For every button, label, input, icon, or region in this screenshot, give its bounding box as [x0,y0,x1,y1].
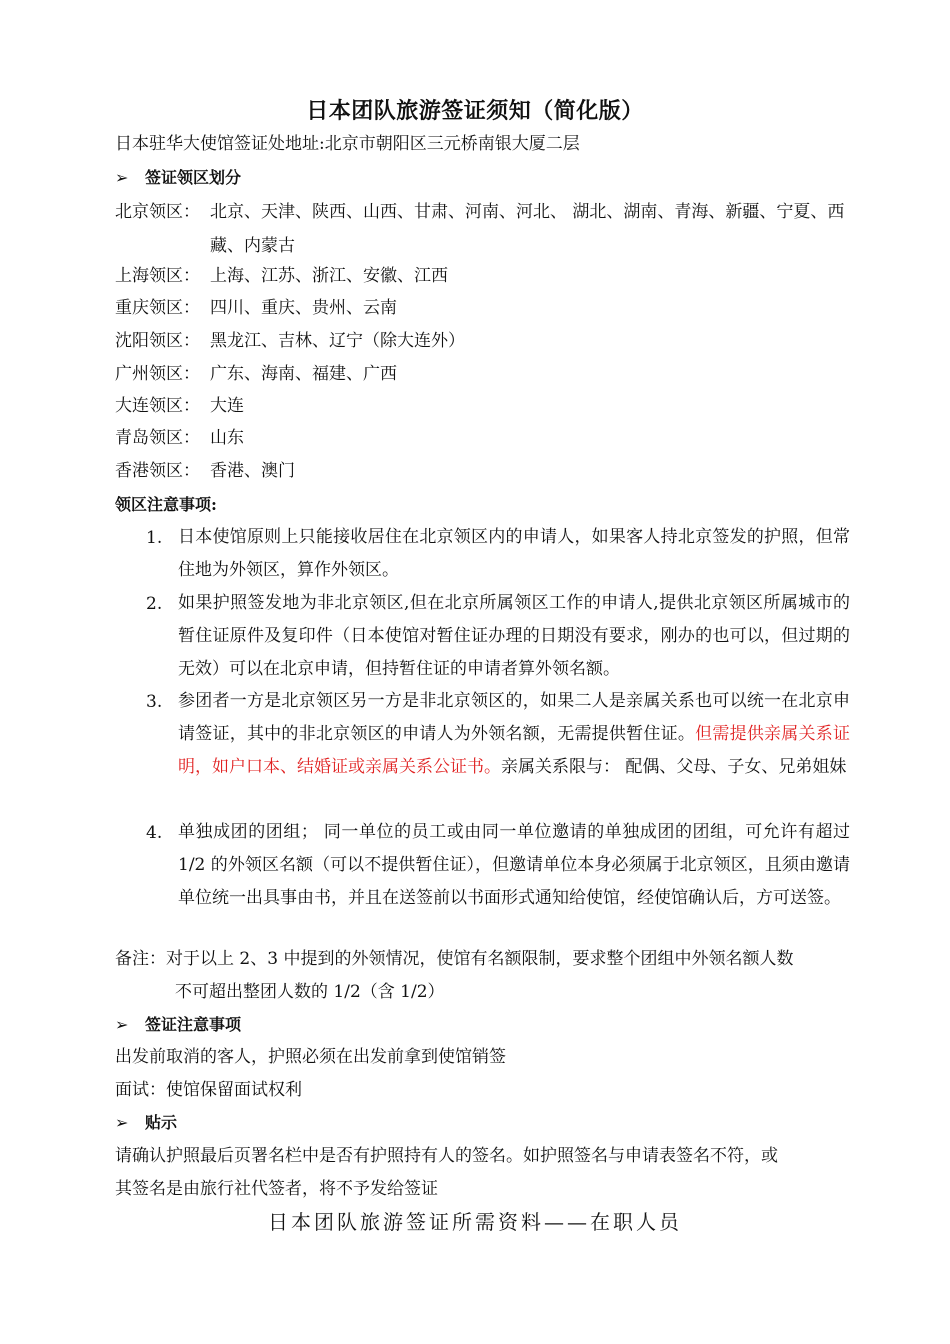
tips-line-1: 请确认护照最后页署名栏中是否有护照持有人的签名。如护照签名与申请表签名不符，或 [115,1146,778,1166]
region-value-hongkong: 香港、澳门 [210,461,295,481]
region-label-qingdao: 青岛领区： [115,428,200,448]
region-value-chongqing: 四川、重庆、贵州、云南 [210,298,397,318]
remark-line-1: 备注：对于以上 2、3 中提到的外领情况，使馆有名额限制，要求整个团组中外领名额人数 [115,949,794,969]
section-heading-visa-notes [115,1009,241,1041]
note-number-4: 4. [146,823,163,843]
region-notes-heading: 领区注意事项: [115,495,217,514]
note-text-4: 单独成团的团组； 同一单位的员工或由同一单位邀请的单独成团的团组，可允许有超过 1/2 的外领区名额（可以不提供暂住证），但邀请单位本身必须属于北京领区，且须由邀请单位统一出具事由书，并且在送签前以书面形式通知给使馆，经使馆确认后，方可送签。 [178,822,850,908]
note-text-1: 日本使馆原则上只能接收居住在北京领区内的申请人，如果客人持北京签发的护照，但常住地为外领区，算作外领区。 [178,527,850,580]
arrow-bullet-icon: ➢ [115,168,129,187]
region-label-hongkong: 香港领区： [115,461,200,481]
region-label-guangzhou: 广州领区： [115,364,200,384]
visa-note-interview: 面试：使馆保留面试权利 [115,1080,302,1100]
note-text-2: 如果护照签发地为非北京领区,但在北京所属领区工作的申请人,提供北京领区所属城市的暂住证原件及复印件（日本使馆对暂住证办理的日期没有要求，刚办的也可以，但过期的无效）可以在北京申请，但持暂住证的申请者算外领名额。 [178,593,850,679]
section-heading-regions [115,162,241,194]
note-number-1: 1. [146,528,163,548]
region-label-chongqing: 重庆领区： [115,298,200,318]
document-title: 日本团队旅游签证须知（简化版） [306,98,644,124]
note-text-3-highlight: 但需提供亲属关系证明，如户口本、结婚证或亲属关系公证书。 [178,724,851,777]
region-label-beijing: 北京领区： [115,202,200,222]
region-label-shenyang: 沈阳领区： [115,331,200,351]
region-value-shanghai: 上海、江苏、浙江、安徽、江西 [210,266,448,286]
section-heading-visa-notes-label: 签证注意事项 [145,1015,242,1034]
note-number-2: 2. [146,594,163,614]
note-number-3: 3. [146,692,163,712]
tips-line-2: 其签名是由旅行社代签者，将不予发给签证 [115,1179,438,1199]
region-value-shenyang: 黑龙江、吉林、辽宁（除大连外） [210,331,465,351]
note-text-3-main: 参团者一方是北京领区另一方是非北京领区的，如果二人是亲属关系也可以统一在北京申请签证，其中的非北京领区的申请人为外领名额，无需提供暂住证。 [178,691,850,744]
region-label-shanghai: 上海领区： [115,266,200,286]
remark-line-2: 不可超出整团人数的 1/2（含 1/2） [175,982,445,1002]
region-value-dalian: 大连 [210,396,244,416]
region-label-dalian: 大连领区： [115,396,200,416]
embassy-address: 日本驻华大使馆签证处地址:北京市朝阳区三元桥南银大厦二层 [115,134,580,154]
section-heading-tips-label: 贴示 [145,1113,178,1132]
remark-block [115,943,855,1009]
visa-note-cancel: 出发前取消的客人，护照必须在出发前拿到使馆销签 [115,1047,506,1067]
note-text-3-relations: 亲属关系限与： 配偶、父母、子女、兄弟姐妹 [501,757,847,777]
section-heading-regions-label: 签证领区划分 [145,168,242,187]
region-value-beijing: 北京、天津、陕西、山西、甘肃、河南、河北、 湖北、湖南、青海、新疆、宁夏、西藏、内蒙古 [210,202,845,256]
region-value-guangzhou: 广东、海南、福建、广西 [210,364,397,384]
region-value-qingdao: 山东 [210,428,244,448]
arrow-bullet-icon: ➢ [115,1113,129,1132]
next-section-title: 日本团队旅游签证所需资料——在职人员 [268,1210,682,1234]
section-heading-tips [115,1107,177,1139]
note-text-3 [178,685,850,784]
arrow-bullet-icon: ➢ [115,1015,129,1034]
